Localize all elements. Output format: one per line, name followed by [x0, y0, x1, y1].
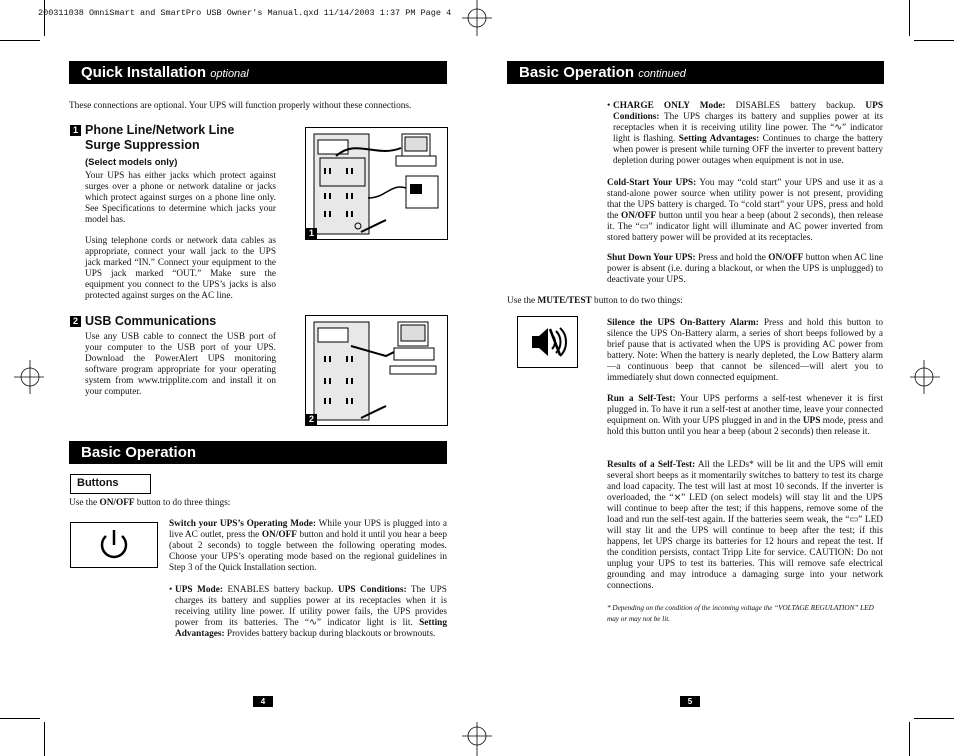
registration-mark-bottom — [460, 722, 494, 756]
buttons-label: Buttons — [77, 477, 119, 489]
ups-usb-illustration — [306, 316, 447, 425]
mute-button-illustration — [517, 316, 578, 368]
registration-mark-top — [460, 0, 494, 36]
silence-alarm-paragraph: Silence the UPS On-Battery Alarm: Press and hold this button to silence the UPS On-Battery alarm, a series of short beeps followed by a brief pause that is activated when the UPS is providing AC power from battery. Note: When the battery is nearly depleted, the Low Battery alarm—a continuous beep that cannot be silenced—will alert you to immediately shut down connected equipment. — [607, 318, 883, 383]
crop-mark — [0, 718, 40, 719]
phone-line-paragraph-1: Your UPS has either jacks which protect against surges over a phone or network dataline or jacks which protect against surges on a phone line only. See Specifications to determine which jacks your model has. — [85, 171, 276, 225]
registration-mark-right — [910, 360, 940, 394]
phone-line-paragraph-2: Using telephone cords or network data cables as appropriate, connect your wall jack to the UPS jack marked “IN.” Connect your equipment to the UPS jack marked “OUT.” Make sure the equipment you connect to the UPS’s jacks is also protected against surges on the AC line. — [85, 236, 276, 301]
ups-rear-panel-illustration — [306, 128, 447, 239]
section-title: Basic Operation — [519, 64, 635, 81]
registration-mark-left — [14, 360, 44, 394]
battery-icon: ▭ — [639, 222, 649, 232]
section-title: Basic Operation — [81, 444, 197, 461]
figure-number: 2 — [306, 414, 317, 425]
use-onoff-line: Use the ON/OFF button to do three things: — [69, 498, 231, 508]
heading-text: USB Communications — [85, 314, 217, 328]
crop-mark — [0, 40, 40, 41]
switch-mode-paragraph: Switch your UPS’s Operating Mode: While your UPS is plugged into a live AC outlet, press the ON/OFF button and hold it until you hear a beep (about 2 seconds) to toggle between the following operating modes. Choose your UPS’s operating mode based on the regional guidelines in Step 3 of the Quick Installation section. — [169, 519, 447, 573]
crop-mark — [909, 0, 910, 36]
usb-heading — [70, 314, 290, 329]
step-number: 2 — [70, 316, 81, 327]
overload-icon: ⨯ — [673, 493, 682, 503]
section-subtitle: optional — [210, 68, 249, 80]
power-icon — [71, 523, 157, 567]
charge-only-paragraph: • CHARGE ONLY Mode: DISABLES battery backup. UPS Conditions: The UPS charges its battery and supplies power at its receptacles when it is receiving utility line power. The “∿” indicator light is flashing. Setting Advantages: Continues to charge the battery when power is present while turning OFF the inverter to prevent battery depletion during power outages when equipment is not in use. — [607, 101, 884, 166]
onoff-button-illustration — [70, 522, 158, 568]
crop-mark — [44, 0, 45, 36]
section-bar-basic-operation — [69, 441, 447, 464]
crop-mark — [914, 40, 954, 41]
self-test-results-paragraph: Results of a Self-Test: All the LEDs* will be lit and the UPS will emit several short beeps as it momentarily switches to battery to test its charge and load capacity. The test will last at most 10 seconds. If the inverter is overloaded, the “⨯” LED (on select models) will stay lit and the UPS will continue to beep after the test; if this happens, remove some of the load and run the self-test again. If the batteries seem weak, the “▭” LED will stay lit and the UPS will continue to beep after the test; if this happens, let UPS charge its batteries for 12 hours and repeat the test. If the condition persists, contact Tripp Lite for service. CAUTION: Do not unplug your UPS to test its batteries. This will remove safe electrical grounding and may introduce a damaging surge into your network connections. — [607, 460, 883, 591]
heading-line-1: Phone Line/Network Line — [85, 123, 235, 137]
section-title: Quick Installation — [81, 64, 207, 81]
select-models-note: (Select models only) — [85, 157, 178, 168]
section-bar-quick-installation — [69, 61, 447, 84]
use-mute-line: Use the MUTE/TEST button to do two things: — [507, 296, 683, 306]
section-bar-basic-operation-continued — [507, 61, 884, 84]
buttons-label-box — [70, 474, 151, 494]
section-subtitle: continued — [638, 68, 686, 80]
crop-mark — [44, 722, 45, 756]
speaker-mute-icon — [518, 317, 577, 367]
usb-paragraph: Use any USB cable to connect the USB port of your computer to the USB port of your UPS. Download the PowerAlert UPS monitoring software program appropriate for your operating system from www.tripplite.com and install it on your computer. — [85, 332, 276, 397]
ups-mode-paragraph: • UPS Mode: ENABLES battery backup. UPS Conditions: The UPS charges its battery and supplies power at its receptacles when it is receiving utility line power. If utility power fails, the UPS provides power from its batteries. The “∿” indicator light is lit. Setting Advantages: Provides battery backup during blackouts or brownouts. — [169, 585, 447, 639]
print-slug: 200311038 OmniSmart and SmartPro USB Owner's Manual.qxd 11/14/2003 1:37 PM Page 4 — [38, 8, 452, 18]
page-number-right: 5 — [680, 696, 700, 707]
page-number-left: 4 — [253, 696, 273, 707]
step-number: 1 — [70, 125, 81, 136]
footnote: * Depending on the condition of the incoming voltage the “VOLTAGE REGULATION” LED may or may not be lit. — [607, 604, 874, 623]
crop-mark — [914, 718, 954, 719]
sine-wave-icon: ∿ — [834, 123, 843, 133]
battery-icon: ▭ — [849, 515, 859, 525]
self-test-paragraph: Run a Self-Test: Your UPS performs a self-test whenever it is first plugged in. To have it run a self-test at another time, leave your connected equipment on. With your UPS plugged in and in the UPS mode, press and hold this button until you hear a beep (about 2 seconds) then release it. — [607, 394, 883, 437]
figure-phone-connection — [305, 127, 448, 240]
heading-line-2: Surge Suppression — [85, 138, 200, 152]
shut-down-paragraph: Shut Down Your UPS: Press and hold the ON/OFF button when AC line power is absent (i.e. during a blackout, or when the UPS is unplugged) to deactivate your UPS. — [607, 253, 883, 285]
phone-line-heading — [70, 123, 290, 153]
cold-start-paragraph: Cold-Start Your UPS: You may “cold start” your UPS and use it as a stand-alone power source when utility power is not present, providing that the UPS battery is charged. To “cold start” your UPS, press and hold the ON/OFF button until you hear a beep (about 2 seconds), then release it. The “▭” indicator light will illuminate and AC power inverted from stored battery power will be provided at its receptacles. — [607, 178, 883, 243]
figure-usb-connection — [305, 315, 448, 426]
sine-wave-icon: ∿ — [309, 618, 317, 628]
crop-mark — [909, 722, 910, 756]
intro-text: These connections are optional. Your UPS will function properly without these connections. — [69, 101, 412, 111]
figure-number: 1 — [306, 228, 317, 239]
